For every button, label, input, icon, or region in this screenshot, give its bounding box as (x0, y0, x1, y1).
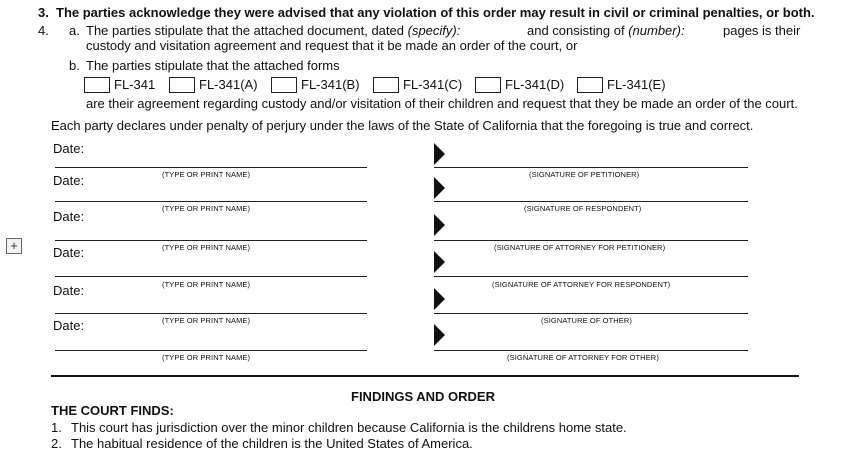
fl341d-label: FL-341(D) (505, 77, 565, 92)
print-name-caption: (TYPE OR PRINT NAME) (162, 204, 251, 213)
fl341c-checkbox[interactable] (373, 77, 399, 93)
signature-caption-respondent: (SIGNATURE OF RESPONDENT) (524, 204, 642, 213)
signature-arrow-icon (434, 143, 445, 165)
expand-button[interactable]: + (6, 238, 22, 254)
fl341d-checkbox[interactable] (475, 77, 501, 93)
item-4a-pages: pages is their (723, 23, 801, 38)
fl341b-checkbox[interactable] (271, 77, 297, 93)
print-name-caption: (TYPE OR PRINT NAME) (162, 316, 251, 325)
fl341-checkbox[interactable] (84, 77, 110, 93)
fl341b-label: FL-341(B) (301, 77, 360, 92)
item-4b-text: The parties stipulate that the attached forms (86, 58, 340, 73)
section-divider (51, 375, 799, 377)
signature-caption-attorney-respondent: (SIGNATURE OF ATTORNEY FOR RESPONDENT) (492, 280, 671, 289)
signature-arrow-icon (434, 324, 445, 346)
court-finds-heading: THE COURT FINDS: (51, 403, 174, 418)
fl341a-checkbox[interactable] (169, 77, 195, 93)
item-4-number: 4. (38, 23, 49, 38)
print-name-caption: (TYPE OR PRINT NAME) (162, 243, 251, 252)
fl341c-label: FL-341(C) (403, 77, 463, 92)
number-label: (number): (628, 23, 685, 38)
item-3-text: The parties acknowledge they were advised that any violation of this order may result in civil or criminal penalties, or both. (56, 5, 815, 20)
signature-arrow-icon (434, 177, 445, 199)
print-name-line[interactable] (55, 201, 367, 202)
finding-2-number: 2. (51, 436, 62, 451)
fl341e-checkbox[interactable] (577, 77, 603, 93)
fl341-label: FL-341 (114, 77, 156, 92)
print-name-line[interactable] (55, 167, 367, 168)
findings-title: FINDINGS AND ORDER (351, 389, 495, 404)
print-name-line[interactable] (55, 276, 367, 277)
signature-arrow-icon (434, 214, 445, 236)
signature-line-respondent[interactable] (434, 201, 748, 202)
signature-line-petitioner[interactable] (434, 167, 748, 168)
print-name-caption: (TYPE OR PRINT NAME) (162, 170, 251, 179)
item-4a-line2: custody and visitation agreement and request that it be made an order of the court, or (86, 38, 578, 53)
signature-arrow-icon (434, 251, 445, 273)
item-3-number: 3. (38, 5, 49, 20)
date-label: Date: (53, 209, 85, 224)
signature-line-attorney-other[interactable] (434, 350, 748, 351)
signature-line-other[interactable] (434, 313, 748, 314)
print-name-line[interactable] (55, 313, 367, 314)
signature-line-attorney-petitioner[interactable] (434, 240, 748, 241)
signature-caption-attorney-petitioner: (SIGNATURE OF ATTORNEY FOR PETITIONER) (494, 243, 666, 252)
finding-1-text: This court has jurisdiction over the minor children because California is the childrens home state. (71, 420, 627, 435)
finding-2-text: The habitual residence of the children is the United States of America. (71, 436, 473, 451)
date-label: Date: (53, 141, 85, 156)
item-4a-text: The parties stipulate that the attached document, dated (specify): (86, 23, 461, 38)
perjury-declaration: Each party declares under penalty of perjury under the laws of the State of California that the foregoing is true and correct. (51, 118, 754, 133)
date-label: Date: (53, 245, 85, 260)
signature-caption-petitioner: (SIGNATURE OF PETITIONER) (529, 170, 640, 179)
item-4a-consisting: and consisting of (number): (527, 23, 685, 38)
date-label: Date: (53, 283, 85, 298)
item-4b-line2: are their agreement regarding custody and/or visitation of their children and request that they be made an order of the court. (86, 96, 798, 111)
fl341a-label: FL-341(A) (199, 77, 258, 92)
print-name-caption: (TYPE OR PRINT NAME) (162, 353, 251, 362)
finding-1-number: 1. (51, 420, 62, 435)
signature-caption-attorney-other: (SIGNATURE OF ATTORNEY FOR OTHER) (507, 353, 659, 362)
print-name-caption: (TYPE OR PRINT NAME) (162, 280, 251, 289)
date-label: Date: (53, 318, 85, 333)
item-4b-letter: b. (69, 58, 80, 73)
specify-label: (specify): (407, 23, 461, 38)
fl341e-label: FL-341(E) (607, 77, 666, 92)
signature-line-attorney-respondent[interactable] (434, 276, 748, 277)
print-name-line[interactable] (55, 350, 367, 351)
print-name-line[interactable] (55, 240, 367, 241)
signature-arrow-icon (434, 288, 445, 310)
signature-caption-other: (SIGNATURE OF OTHER) (541, 316, 633, 325)
date-label: Date: (53, 173, 85, 188)
item-4a-letter: a. (69, 23, 80, 38)
